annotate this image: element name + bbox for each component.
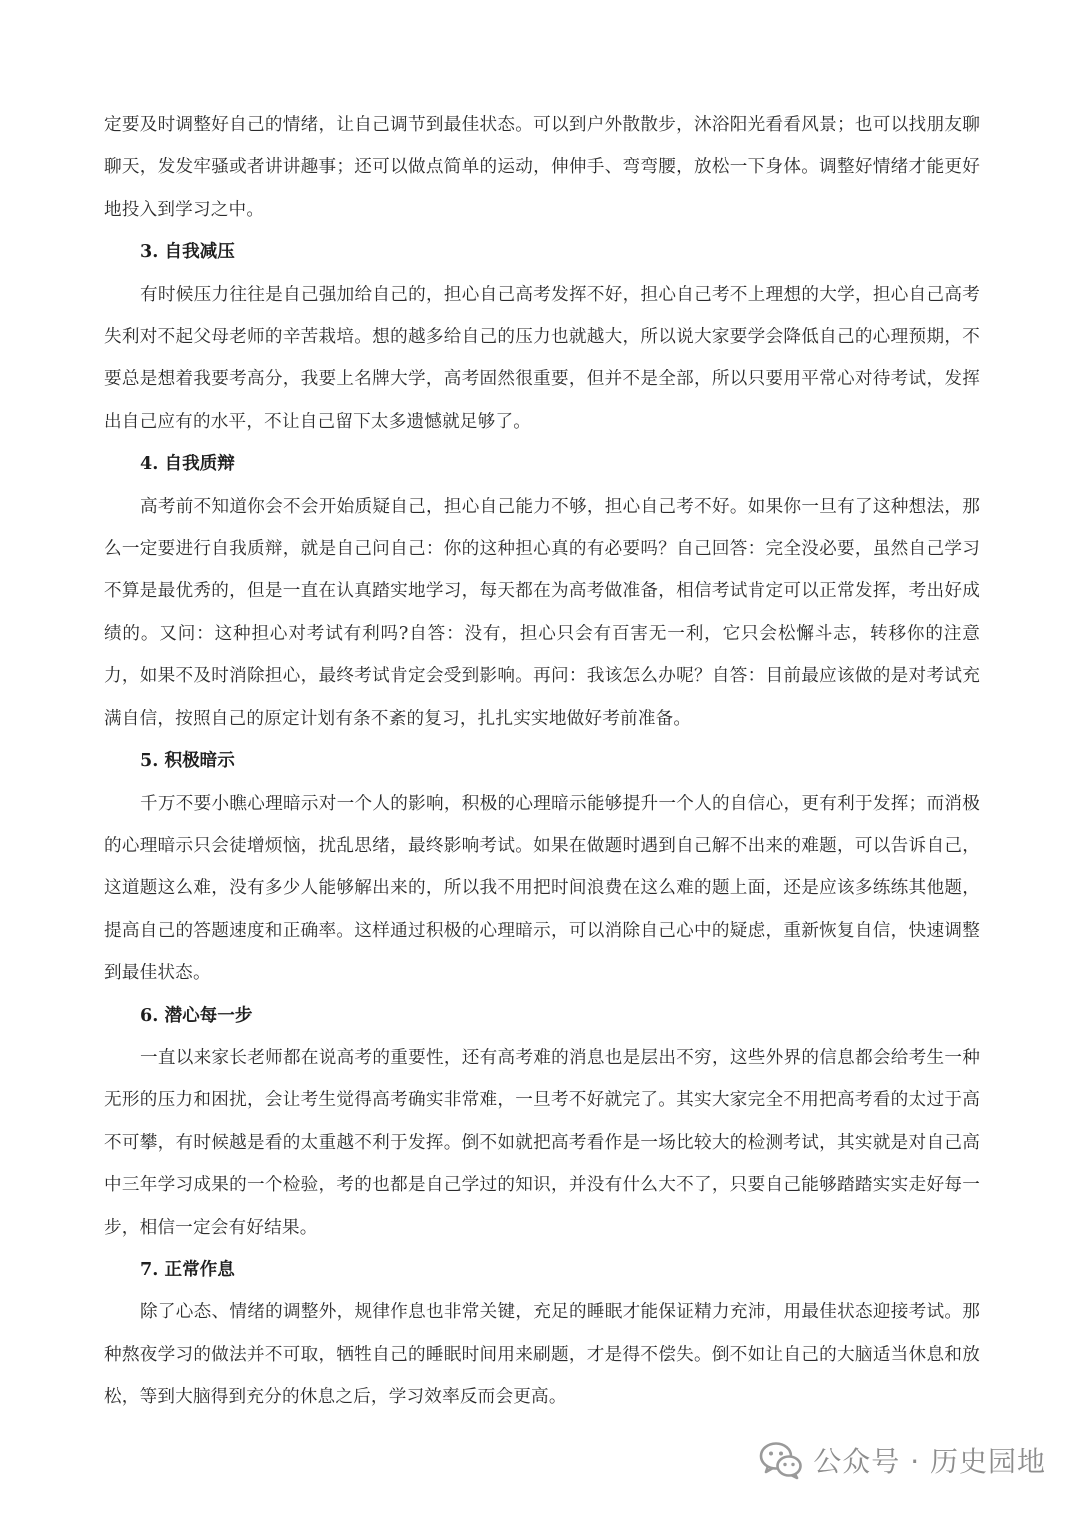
section-heading-6: 6. 潜心每一步 xyxy=(140,1004,253,1026)
intro-paragraph: 定要及时调整好自己的情绪，让自己调节到最佳状态。可以到户外散散步，沐浴阳光看看风景；也可以找朋友聊聊天，发发牢骚或者讲讲趣事；还可以做点简单的运动，伸伸手、弯弯腰，放松一下身体。调整好情绪才能更好地投入到学习之中。 xyxy=(104,115,980,220)
section-heading-3: 3. 自我减压 xyxy=(140,241,235,263)
section-body-5: 千万不要小瞧心理暗示对一个人的影响，积极的心理暗示能够提升一个人的自信心，更有利于发挥；而消极的心理暗示只会徒增烦恼，扰乱思绪，最终影响考试。如果在做题时遇到自己解不出来的难题，可以告诉自己，这道题这么难，没有多少人能够解出来的，所以我不用把时间浪费在这么难的题上面，还是应该多练练其他题，提高自己的答题速度和正确率。这样通过积极的心理暗示，可以消除自己心中的疑虑，重新恢复自信，快速调整到最佳状态。 xyxy=(104,793,980,984)
section-body-3: 有时候压力往往是自己强加给自己的，担心自己高考发挥不好，担心自己考不上理想的大学，担心自己高考失利对不起父母老师的辛苦栽培。想的越多给自己的压力也就越大，所以说大家要学会降低自己的心理预期，不要总是想着我要考高分，我要上名牌大学，高考固然很重要，但并不是全部，所以只要用平常心对待考试，发挥出自己应有的水平，不让自己留下太多遗憾就足够了。 xyxy=(104,284,980,432)
wechat-icon xyxy=(759,1440,803,1480)
watermark xyxy=(759,1434,1046,1486)
section-heading-7: 7. 正常作息 xyxy=(140,1258,235,1280)
section-body-7: 除了心态、情绪的调整外，规律作息也非常关键，充足的睡眠才能保证精力充沛，用最佳状态迎接考试。那种熬夜学习的做法并不可取，牺牲自己的睡眠时间用来刷题，才是得不偿失。倒不如让自己的大脑适当休息和放松，等到大脑得到充分的休息之后，学习效率反而会更高。 xyxy=(104,1302,980,1408)
section-heading-4: 4. 自我质辩 xyxy=(140,453,235,475)
watermark-text: 公众号 · 历史园地 xyxy=(813,1445,1046,1478)
section-body-6: 一直以来家长老师都在说高考的重要性，还有高考难的消息也是层出不穷，这些外界的信息都会给考生一种无形的压力和困扰，会让考生觉得高考确实非常难，一旦考不好就完了。其实大家完全不用把高考看的太过于高不可攀，有时候越是看的太重越不利于发挥。倒不如就把高考看作是一场比较大的检测考试，其实就是对自己高中三年学习成果的一个检验，考的也都是自己学过的知识，并没有什么大不了，只要自己能够踏踏实实走好每一步，相信一定会有好结果。 xyxy=(104,1047,980,1238)
document-body xyxy=(104,104,980,1419)
section-body-4: 高考前不知道你会不会开始质疑自己，担心自己能力不够，担心自己考不好。如果你一旦有了这种想法，那么一定要进行自我质辩，就是自己问自己：你的这种担心真的有必要吗？自己回答：完全没必要，虽然自己学习不算是最优秀的，但是一直在认真踏实地学习，每天都在为高考做准备，相信考试肯定可以正常发挥，考出好成绩的。又问：这种担心对考试有利吗?自答：没有，担心只会有百害无一利，它只会松懈斗志，转移你的注意力，如果不及时消除担心，最终考试肯定会受到影响。再问：我该怎么办呢？自答：目前最应该做的是对考试充满自信，按照自己的原定计划有条不紊的复习，扎扎实实地做好考前准备。 xyxy=(104,496,980,729)
section-heading-5: 5. 积极暗示 xyxy=(140,750,235,772)
